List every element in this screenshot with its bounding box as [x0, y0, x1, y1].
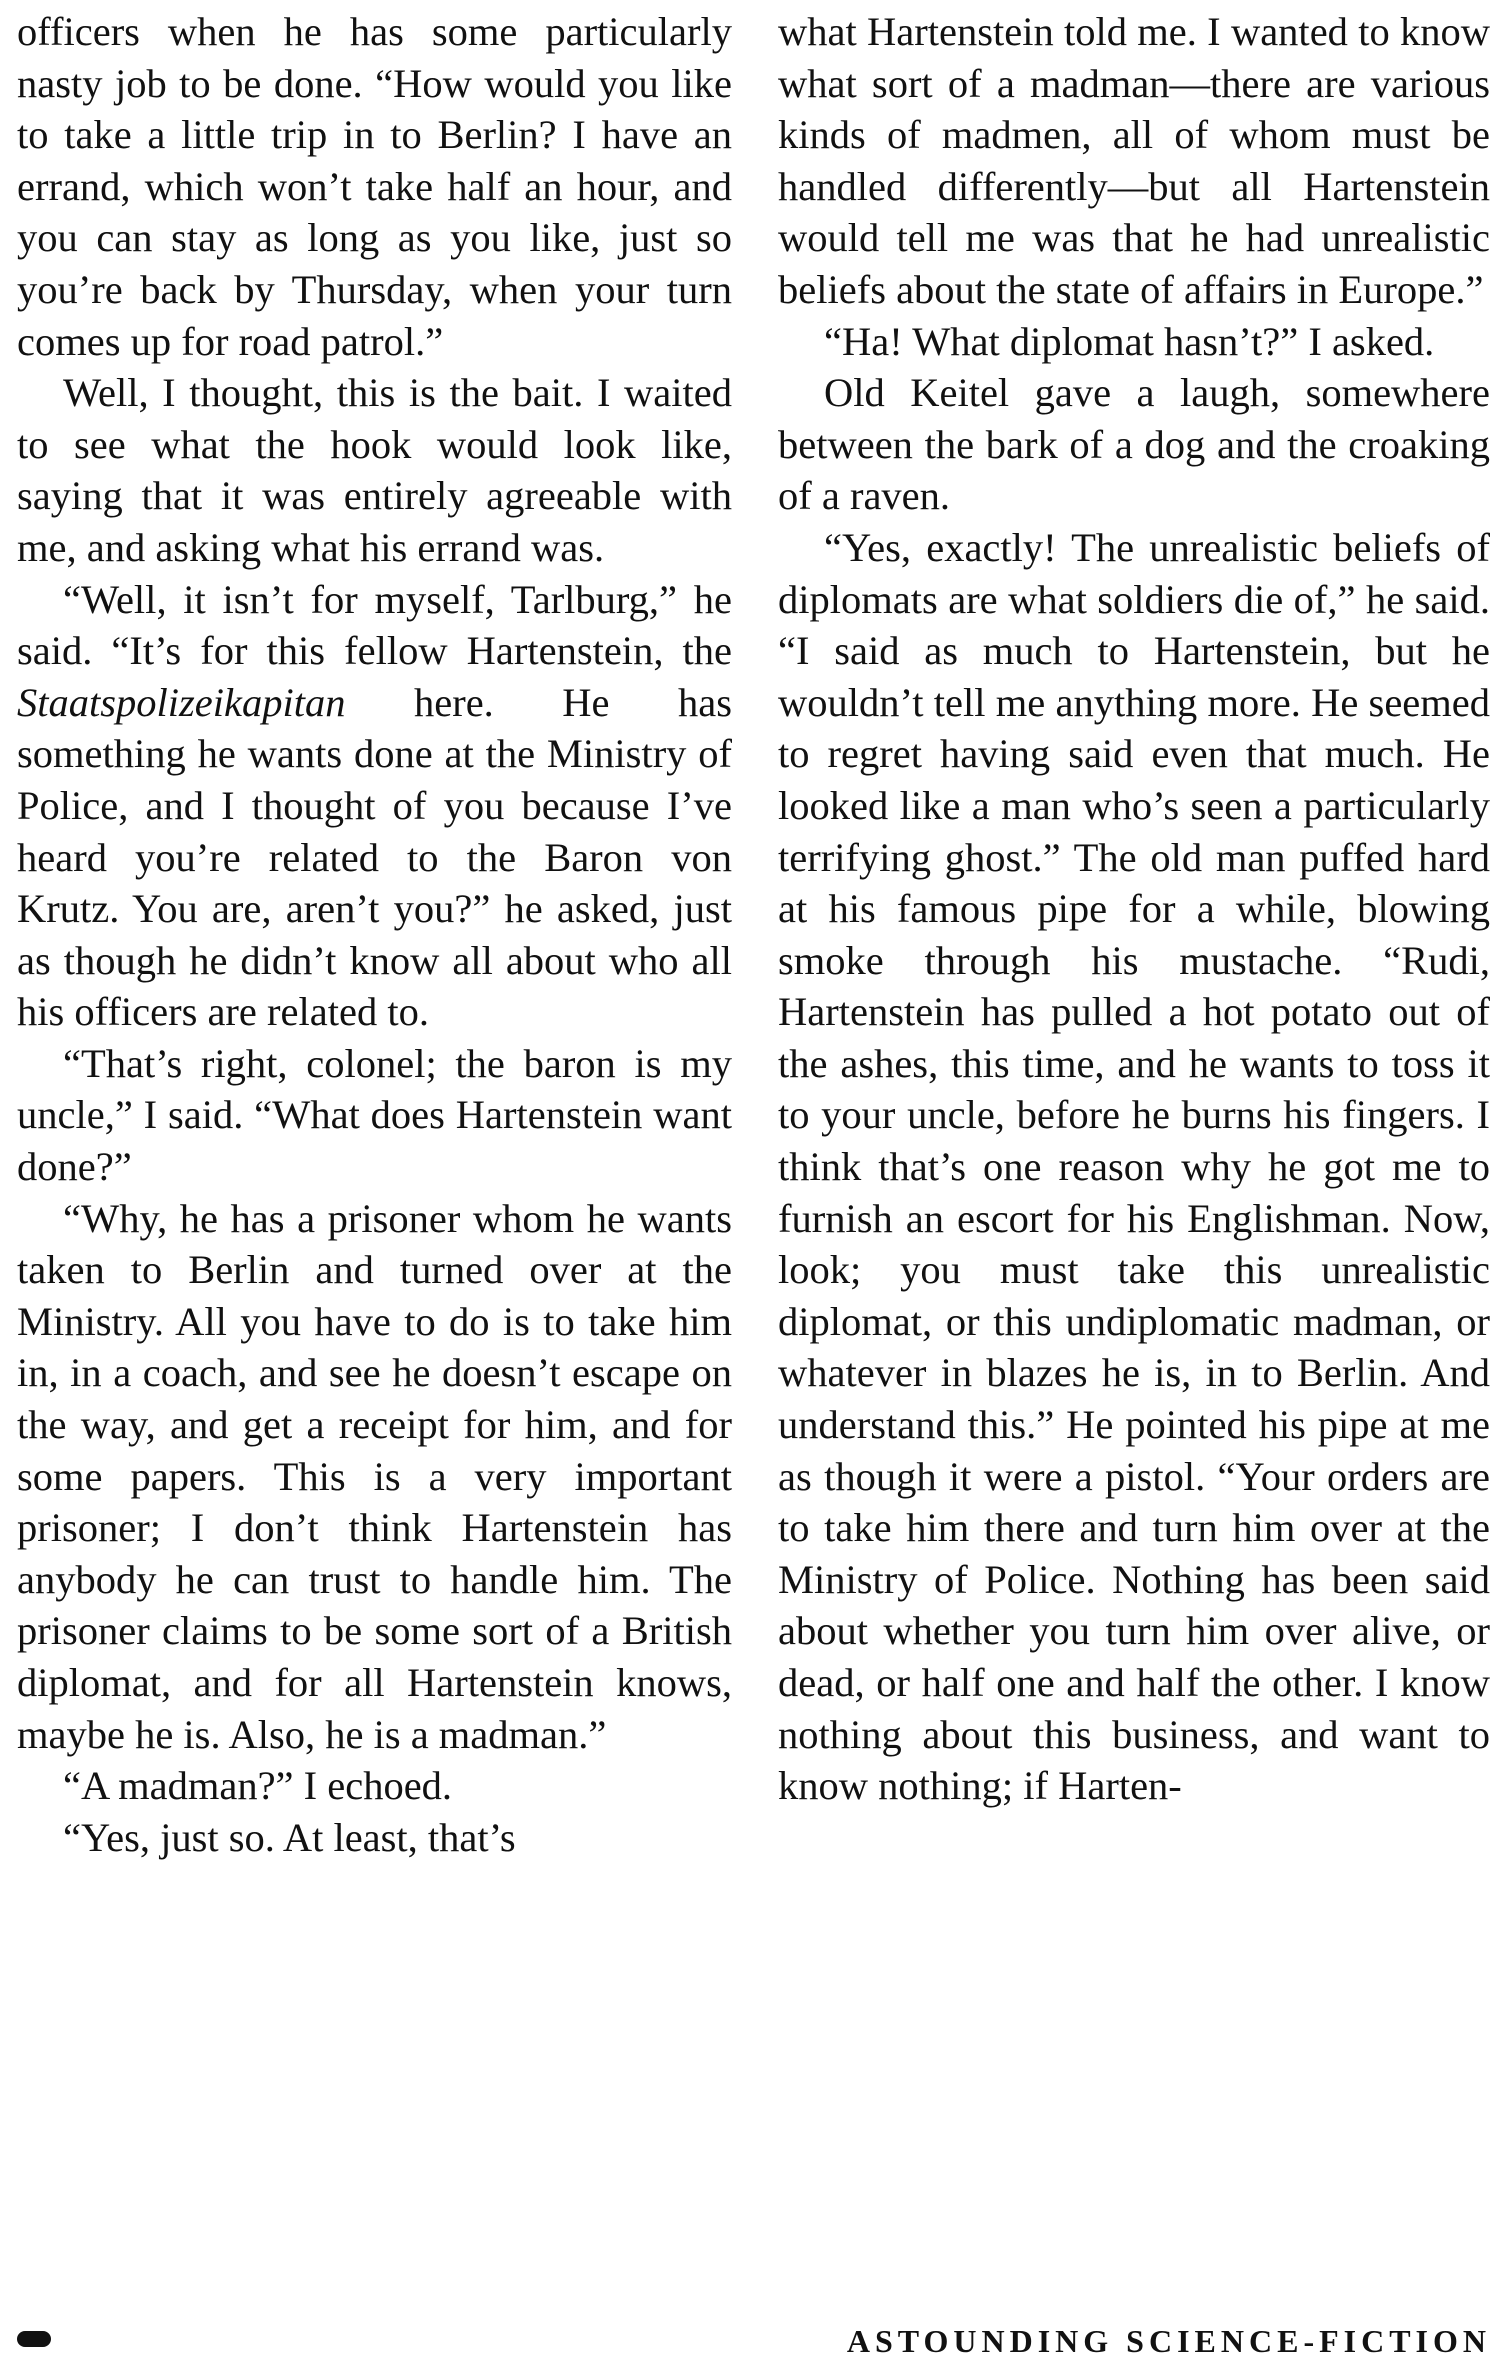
left-paragraph-6: “A madman?” I echoed.	[63, 1763, 453, 1809]
left-paragraph-3	[17, 574, 732, 1038]
left-paragraph-4: “That’s right, colonel; the baron is my uncle,” I said. “What does Hartenstein want done?”	[17, 1040, 732, 1190]
right-paragraph-2: “Ha! What diplomat hasn’t?” I asked.	[824, 318, 1435, 364]
right-paragraph-4: “Yes, exactly! The unrealistic beliefs of diplomats are what soldiers die of,” he said. “I said as much to Hartenstein, but he wouldn’t tell me anything more. He seemed to regret having said even that much. He looked like a man who’s seen a particularly terrifying ghost.” The old man puffed hard at his famous pipe for a while, blowing smoke through his mustache. “Rudi, Hartenstein has pulled a hot potato out of the ashes, this time, and he wants to toss it to your uncle, before he burns his fingers. I think that’s one reason why he got me to furnish an escort for his Englishman. Now, look; you must take this unrealistic diplomat, or this undiplomatic madman, or whatever in blazes he is, in to Berlin. And understand this.” He pointed his pipe at me as though it were a pistol. “Your orders are to take him there and turn him over at the Ministry of Police. Nothing has been said about whether you turn him over alive, or dead, or half one and half the other. I know nothing about this business, and want to know nothing; if Harten-	[778, 524, 1490, 1809]
page-number-mark	[17, 2331, 51, 2347]
magazine-title: ASTOUNDING SCIENCE-FICTION	[846, 2323, 1491, 2359]
left-paragraph-1: officers when he has some particularly nasty job to be done. “How would you like to take a little trip in to Berlin? I have an errand, which won’t take half an hour, and you can stay as long as you like, just so you’re back by Thursday, when your turn comes up for road patrol.”	[17, 9, 732, 364]
left-paragraph-3-before: “Well, it isn’t for myself, Tarlburg,” he said. “It’s for this fellow Hartenstein, the	[17, 576, 732, 674]
left-text-column	[17, 6, 732, 1863]
italic-term: Staatspolizeikapitan	[17, 679, 346, 725]
left-paragraph-5: “Why, he has a prisoner whom he wants taken to Berlin and turned over at the Ministry. All you have to do is to take him in, in a coach, and see he doesn’t escape on the way, and get a receipt for him, and for some papers. This is a very important prisoner; I don’t think Hartenstein has anybody he can trust to handle him. The prisoner claims to be some sort of a British diplomat, and for all Hartenstein knows, maybe he is. Also, he is a madman.”	[17, 1195, 732, 1757]
left-paragraph-3-after: here. He has something he wants done at the Ministry of Police, and I thought of you because I’ve heard you’re related to the Baron von Krutz. You are, aren’t you?” he asked, just as though he didn’t know all about who all his officers are related to.	[17, 679, 732, 1035]
right-text-column	[778, 6, 1490, 1812]
page-footer	[17, 2323, 1491, 2363]
right-paragraph-1: what Hartenstein told me. I wanted to know what sort of a madman—there are various kinds of madmen, all of whom must be handled differently—but all Hartenstein would tell me was that he had unrealistic beliefs about the state of affairs in Europe.”	[778, 9, 1490, 312]
right-paragraph-3: Old Keitel gave a laugh, somewhere between the bark of a dog and the croaking of a raven.	[778, 370, 1490, 519]
left-paragraph-2: Well, I thought, this is the bait. I waited to see what the hook would look like, saying that it was entirely agreeable with me, and asking what his errand was.	[17, 370, 732, 570]
left-paragraph-7: “Yes, just so. At least, that’s	[63, 1814, 516, 1860]
